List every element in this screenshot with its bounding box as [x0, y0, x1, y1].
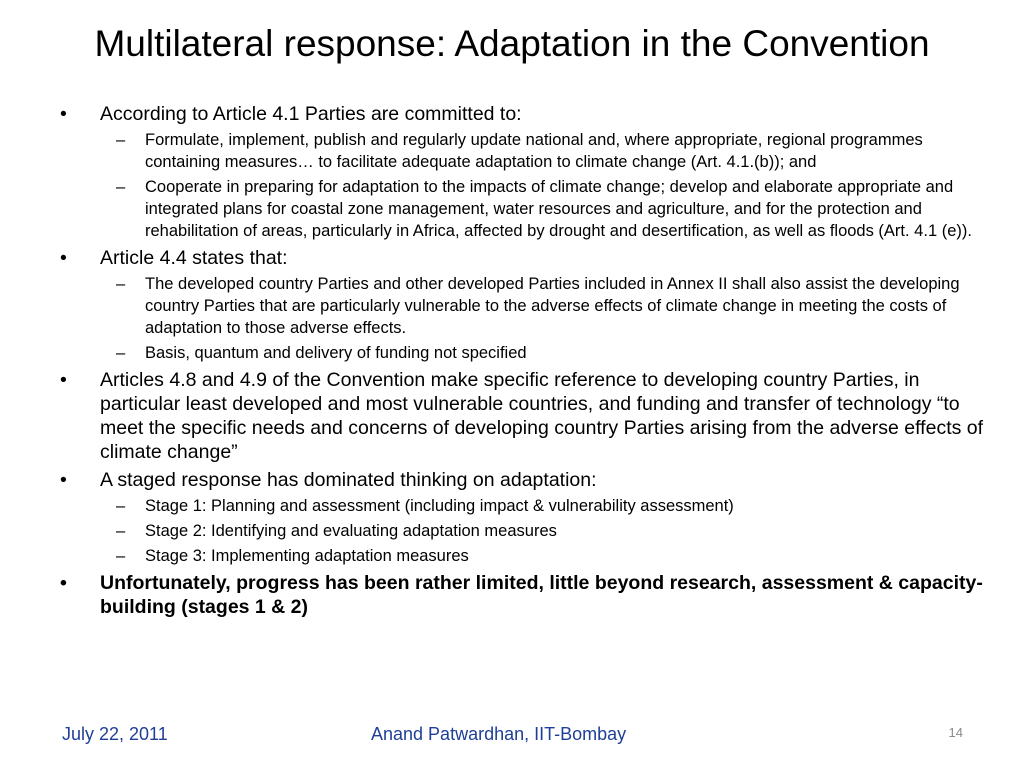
bullet-marker: • [60, 572, 67, 594]
bullet-item [60, 468, 1000, 492]
sub-bullet-text: Stage 3: Implementing adaptation measures [145, 547, 469, 565]
sub-bullet-text: Stage 1: Planning and assessment (including impact & vulnerability assessment) [145, 497, 734, 515]
sub-bullet-text: The developed country Parties and other developed Parties included in Annex II shall also assist the developing country Parties that are particularly vulnerable to the adverse effects of climate change in meeting the costs of adaptation to those adverse effects. [145, 275, 960, 337]
sub-bullet-text: Basis, quantum and delivery of funding not specified [145, 344, 527, 362]
sub-bullet-item [60, 495, 1000, 517]
bullet-marker: • [60, 103, 67, 125]
bullet-item [60, 368, 1000, 464]
sub-bullet-marker: – [116, 178, 126, 196]
slide-title: Multilateral response: Adaptation in the Convention [94, 23, 930, 64]
bullet-text: Articles 4.8 and 4.9 of the Convention make specific reference to developing country Parties, in particular least developed and most vulnerable countries, and funding and transfer of technology “to meet the specific needs and concerns of developing country Parties arising from the adverse effects of climate change” [100, 369, 984, 463]
bullet-marker: • [60, 247, 67, 269]
sub-bullet-item [60, 545, 1000, 567]
bullet-item [60, 246, 1000, 270]
sub-bullet-item [60, 520, 1000, 542]
sub-bullet-marker: – [116, 131, 126, 149]
footer-author: Anand Patwardhan, IIT-Bombay [371, 724, 627, 744]
bullet-text: According to Article 4.1 Parties are committed to: [100, 103, 522, 125]
sub-bullet-item [60, 273, 1000, 339]
sub-bullet-text: Stage 2: Identifying and evaluating adaptation measures [145, 522, 557, 540]
slide-number: 14 [948, 725, 963, 740]
sub-bullet-marker: – [116, 522, 126, 540]
bullet-text: A staged response has dominated thinking on adaptation: [100, 469, 597, 491]
sub-bullet-item [60, 342, 1000, 364]
sub-bullet-marker: – [116, 547, 126, 565]
sub-bullet-marker: – [116, 344, 126, 362]
bullet-item [60, 102, 1000, 126]
sub-bullet-item [60, 129, 1000, 173]
sub-bullet-text: Cooperate in preparing for adaptation to the impacts of climate change; develop and elaborate appropriate and integrated plans for coastal zone management, water resources and agriculture, and for the protection and rehabilitation of areas, particularly in Africa, affected by drought and desertification, as well as floods (Art. 4.1 (e)). [145, 178, 972, 240]
slide-body [60, 102, 1000, 619]
bullet-item [60, 571, 1000, 619]
sub-bullet-item [60, 176, 1000, 242]
sub-bullet-marker: – [116, 275, 126, 293]
bullet-text: Article 4.4 states that: [100, 247, 288, 269]
footer-date: July 22, 2011 [62, 724, 168, 744]
sub-bullet-text: Formulate, implement, publish and regularly update national and, where appropriate, regional programmes containing measures… to facilitate adequate adaptation to climate change (Art. 4.1.(b)); and [145, 131, 923, 171]
bullet-marker: • [60, 369, 67, 391]
bullet-marker: • [60, 469, 67, 491]
bullet-text: Unfortunately, progress has been rather limited, little beyond research, assessment & capacity-building (stages 1 & 2) [100, 572, 983, 618]
sub-bullet-marker: – [116, 497, 126, 515]
